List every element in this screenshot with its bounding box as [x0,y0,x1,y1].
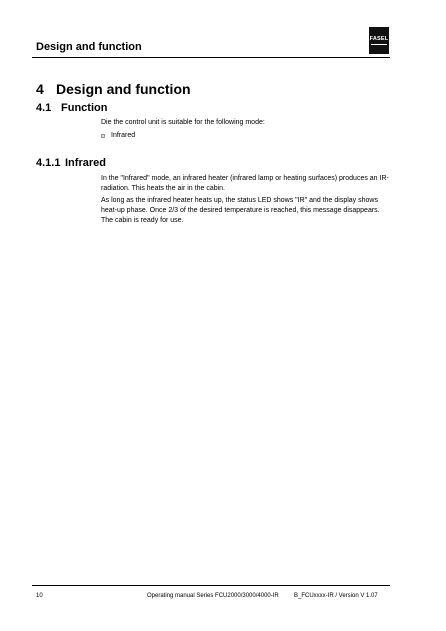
brand-logo [369,27,389,54]
section-title-function: Function [61,102,108,114]
header-title: Design and function [36,41,142,53]
header-divider [32,57,390,58]
logo-bar [371,44,387,45]
function-intro-text: Die the control unit is suitable for the following mode: [101,119,265,126]
section-number-function: 4.1 [36,102,52,114]
page-number: 10 [36,593,43,599]
chapter-number: 4 [36,81,44,97]
list-item-label: Infrared [111,132,136,139]
infrared-paragraph-2: As long as the infrared heater heats up, the status LED shows "IR" and the display shows heat-up phase. Once 2/3 of the desired temperature is reached, this message disappears. The cabin is ready for use. [101,197,380,224]
section-number-infrared: 4.1.1 [36,157,61,169]
list-item [101,131,135,141]
chapter-title: Design and function [56,81,191,97]
infrared-paragraph-1: In the "Infrared" mode, an infrared heater (infrared lamp or heating surfaces) produces an IR-radiation. This heats the air in the cabin. [101,175,389,192]
square-bullet-icon [101,134,105,138]
logo-text: FASEL [369,36,389,42]
footer-divider [32,585,390,586]
document-version: B_FCUxxxx-IR / Version V 1.07 [294,593,378,599]
section-title-infrared: Infrared [65,157,106,169]
manual-title: Operating manual Series FCU2000/3000/4000-IR [147,593,279,599]
